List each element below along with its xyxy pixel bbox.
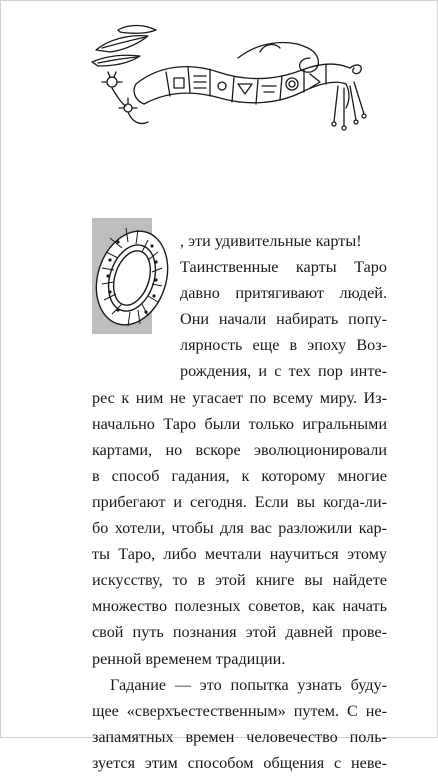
text-line: рождения, и с тех пор инте- bbox=[180, 362, 387, 381]
text-line: лярность еще в эпоху Воз- bbox=[180, 336, 387, 355]
text-line: прибегают и сегодня. Если вы когда-ли- bbox=[92, 492, 387, 511]
text-line: бо хотели, чтобы для вас разложили кар- bbox=[92, 519, 387, 538]
text-line: давно притягивают людей. bbox=[180, 284, 387, 303]
text-line: картами, но вскоре эволюционировали bbox=[92, 440, 387, 459]
text-line: начально Таро были только игральными bbox=[92, 414, 387, 433]
text-line: щее «сверхъестественным» путем. С не- bbox=[92, 701, 387, 720]
text-line: запамятных времен человечество поль- bbox=[92, 727, 387, 746]
body-text bbox=[92, 228, 387, 776]
ornament-illustration bbox=[88, 22, 368, 134]
text-line: искусству, то в этой книге вы найдете bbox=[92, 571, 387, 590]
text-line: , эти удивительные карты! bbox=[180, 232, 362, 250]
text-line: множество полезных советов, как начать bbox=[92, 597, 387, 616]
text-line: Таинственные карты Таро bbox=[180, 258, 387, 277]
text-line: Они начали набирать попу- bbox=[180, 310, 387, 329]
text-line: ты Таро, либо мечтали научиться этому bbox=[92, 545, 387, 564]
text-line: рес к ним не угасает по всему миру. Из- bbox=[92, 388, 387, 407]
text-line: зуется этим способом общения с неве- bbox=[92, 753, 387, 772]
text-line: ренной временем традиции. bbox=[92, 649, 286, 668]
text-line: в способ гадания, к которому многие bbox=[92, 466, 387, 485]
text-line: Гадание — это попытка узнать буду- bbox=[110, 675, 387, 694]
text-line: свой путь познания этой давней прове- bbox=[92, 623, 387, 642]
